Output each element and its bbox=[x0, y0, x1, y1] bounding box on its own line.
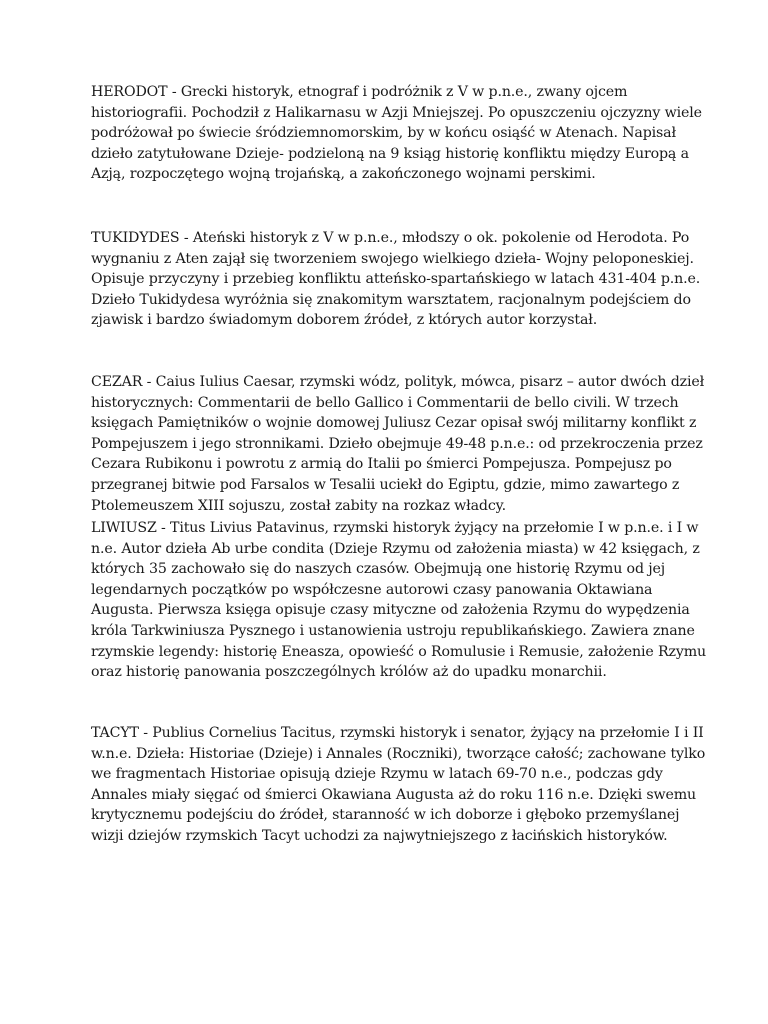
text-line: oraz historię panowania poszczególnych królów aż do upadku monarchii. bbox=[91, 664, 607, 681]
text-line: rzymskie legendy: historię Eneasza, opowieść o Romulusie i Remusie, założenie Rzymu bbox=[91, 643, 707, 660]
text-line: krytycznemu podejściu do źródeł, staranność w ich doborze i głęboko przemyślanej bbox=[91, 807, 680, 824]
paragraph-cezar bbox=[91, 372, 705, 516]
text-line: w.n.e. Dzieła: Historiae (Dzieje) i Annales (Roczniki), tworzące całość; zachowane tylko bbox=[91, 745, 706, 762]
text-line: których 35 zachowało się do naszych czasów. Obejmują one historię Rzymu od jej bbox=[91, 561, 665, 578]
text-line: Opisuje przyczyny i przebieg konfliktu atteńsko-spartańskiego w latach 431-404 p.n.e. bbox=[91, 271, 701, 288]
text-line: wizji dziejów rzymskich Tacyt uchodzi za najwytniejszego z łacińskich historyków. bbox=[91, 827, 668, 844]
text-line: HERODOT - Grecki historyk, etnograf i podróżnik z V w p.n.e., zwany ojcem bbox=[91, 84, 628, 100]
text-line: księgach Pamiętników o wojnie domowej Juliusz Cezar opisał swój militarny konflikt z bbox=[91, 415, 697, 432]
text-line: Dzieło Tukidydesa wyróżnia się znakomitym warsztatem, racjonalnym podejściem do bbox=[91, 291, 691, 308]
paragraph-herodot bbox=[91, 82, 702, 185]
paragraph-tacyt bbox=[91, 723, 706, 847]
text-line: we fragmentach Historiae opisują dzieje Rzymu w latach 69-70 n.e., podczas gdy bbox=[91, 766, 663, 783]
text-line: n.e. Autor dzieła Ab urbe condita (Dzieje Rzymu od założenia miasta) w 42 księgach, z bbox=[91, 540, 700, 557]
text-line: Ptolemeuszem XIII sojuszu, został zabity na rozkaz władcy. bbox=[91, 497, 506, 514]
text-line: dzieło zatytułowane Dzieje- podzieloną na 9 ksiąg historię konfliktu między Europą a bbox=[91, 145, 689, 162]
text-line: Augusta. Pierwsza księga opisuje czasy mityczne od założenia Rzymu do wypędzenia bbox=[91, 602, 690, 619]
text-line: podróżował po świecie śródziemnomorskim, by w końcu osiąść w Atenach. Napisał bbox=[91, 125, 676, 142]
text-line: historycznych: Commentarii de bello Gallico i Commentarii de bello civili. W trzech bbox=[91, 394, 679, 411]
text-line: Pompejuszem i jego stronnikami. Dzieło obejmuje 49-48 p.n.e.: od przekroczenia przez bbox=[91, 435, 703, 452]
text-line: króla Tarkwiniusza Pysznego i ustanowienia ustroju republikańskiego. Zawiera znane bbox=[91, 622, 695, 639]
text-line: legendarnych początków po współczesne autorowi czasy panowania Oktawiana bbox=[91, 581, 653, 598]
text-line: zjawisk i bardzo świadomym doborem źródeł, z których autor korzystał. bbox=[91, 312, 598, 329]
text-line: Azją, rozpoczętego wojną trojańską, a zakończonego wojnami perskimi. bbox=[91, 166, 596, 183]
text-line: TUKIDYDES - Ateński historyk z V w p.n.e., młodszy o ok. pokolenie od Herodota. Po bbox=[91, 230, 690, 246]
text-line: Cezara Rubikonu i powrotu z armią do Italii po śmierci Pompejusza. Pompejusz po bbox=[91, 456, 672, 473]
text-line: LIWIUSZ - Titus Livius Patavinus, rzymski historyk żyjący na przełomie I w p.n.e. i I w bbox=[91, 520, 699, 536]
text-line: Annales miały sięgać od śmierci Okawiana Augusta aż do roku 116 n.e. Dzięki swemu bbox=[91, 786, 697, 803]
text-line: TACYT - Publius Cornelius Tacitus, rzymski historyk i senator, żyjący na przełomie I i II bbox=[91, 725, 704, 741]
text-line: CEZAR - Caius Iulius Caesar, rzymski wódz, polityk, mówca, pisarz – autor dwóch dzieł bbox=[91, 374, 705, 390]
text-line: historiografii. Pochodził z Halikarnasu w Azji Mniejszej. Po opuszczeniu ojczyzny wiele bbox=[91, 104, 702, 121]
paragraph-tukidydes bbox=[91, 228, 701, 331]
paragraph-liwiusz bbox=[91, 518, 707, 683]
text-line: przegranej bitwie pod Farsalos w Tesalii uciekł do Egiptu, gdzie, mimo zawartego z bbox=[91, 476, 680, 493]
text-line: wygnaniu z Aten zajął się tworzeniem swojego wielkiego dzieła- Wojny peloponeskiej. bbox=[91, 250, 694, 267]
